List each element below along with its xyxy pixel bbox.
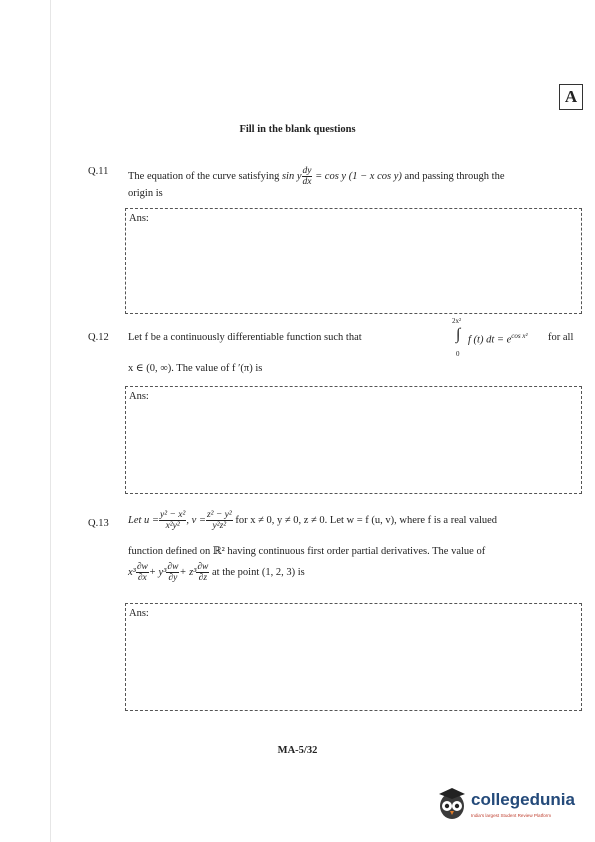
q11-eq-lhs: sin y <box>281 170 302 182</box>
q12-integrand <box>468 332 528 346</box>
q11-line-2: origin is <box>128 188 163 199</box>
q12-integrand-text: f (t) dt = e <box>468 334 512 346</box>
q13-comma-v: , v = <box>186 514 206 526</box>
q13-u-den: x²y² <box>165 521 180 531</box>
q12-text-end: for all <box>548 332 574 343</box>
q11-line-1 <box>128 166 505 187</box>
question-number-11: Q.11 <box>88 166 109 177</box>
q13-expr-x: x³ <box>128 566 136 578</box>
q12-line-2: x ∈ (0, ∞). The value of f ′(π) is <box>128 363 263 374</box>
q11-frac-den: dx <box>302 177 312 187</box>
q13-expression <box>128 562 305 583</box>
q12-lower-limit: 0 <box>456 350 460 358</box>
owl-icon <box>437 786 467 820</box>
q13-answer-label: Ans: <box>129 608 149 619</box>
q11-derivative <box>302 166 313 187</box>
question-number-13: Q.13 <box>88 518 109 529</box>
q13-u-fraction <box>159 510 186 531</box>
collegedunia-logo <box>437 786 577 826</box>
q13-line-2: function defined on ℝ² having continuous first order partial derivatives. The value of <box>128 546 486 557</box>
q11-text-end: and passing through the <box>404 170 505 182</box>
q13-plus-z: + z³ <box>179 566 197 578</box>
q13-dw-3: ∂w <box>197 562 209 572</box>
logo-tagline: India's largest Student Review Platform <box>471 813 552 818</box>
q11-frac-num: dy <box>302 166 312 176</box>
q12-answer-box[interactable] <box>125 386 582 494</box>
section-title: Fill in the blank questions <box>239 124 356 135</box>
q12-upper-limit: 2x² <box>452 317 462 325</box>
q12-line-1 <box>128 332 362 343</box>
q12-exponent: cos x² <box>511 332 528 340</box>
q13-dw-1: ∂w <box>136 562 148 572</box>
q13-plus-y: + y³ <box>148 566 167 578</box>
q12-answer-label: Ans: <box>129 391 149 402</box>
page-footer: MA-5/32 <box>277 745 318 756</box>
q13-dx: ∂x <box>137 573 147 583</box>
q13-v-den: y²z² <box>212 521 227 531</box>
q13-dy: ∂y <box>168 573 178 583</box>
logo-name: collegedunia <box>471 790 575 809</box>
q13-dw-dz <box>196 562 209 583</box>
q12-text-start: Let f be a continuously differentiable function such that <box>128 332 362 343</box>
q13-point: at the point (1, 2, 3) is <box>212 566 305 578</box>
q13-let-u: Let u = <box>128 514 160 526</box>
q13-condition: for x ≠ 0, y ≠ 0, z ≠ 0. Let w = f (u, v), where f is a real valued <box>235 514 498 526</box>
q12-integral-sign: ∫ <box>456 326 461 343</box>
q13-line-1 <box>128 510 497 531</box>
paper-code-box: A <box>559 84 583 110</box>
q11-answer-label: Ans: <box>129 213 149 224</box>
q11-answer-box[interactable] <box>125 208 582 314</box>
q11-eq-rhs: = cos y (1 − x cos y) <box>315 170 402 182</box>
q13-dw-2: ∂w <box>167 562 179 572</box>
q13-dw-dx <box>136 562 149 583</box>
question-number-12: Q.12 <box>88 332 109 343</box>
q13-v-fraction <box>206 510 233 531</box>
q13-v-num: z² − y² <box>206 510 232 520</box>
q13-dw-dy <box>166 562 179 583</box>
q11-text-start: The equation of the curve satisfying <box>128 170 280 182</box>
q13-answer-box[interactable] <box>125 603 582 711</box>
q13-dz: ∂z <box>198 573 208 583</box>
q13-u-num: y² − x² <box>160 510 186 520</box>
